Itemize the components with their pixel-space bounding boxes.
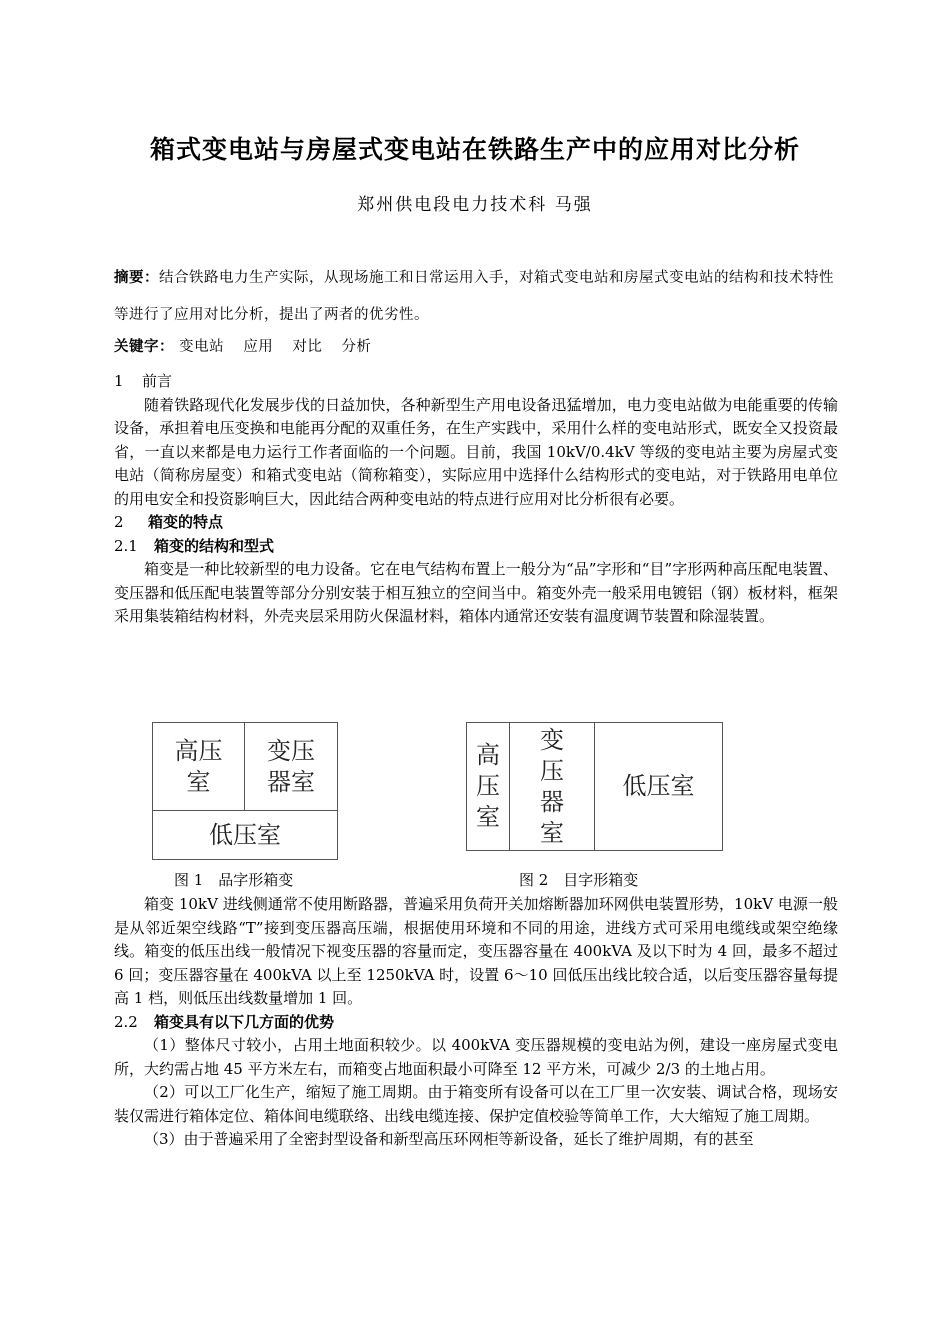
- figure-1-caption: 图 1 品字形箱变: [174, 871, 294, 889]
- figure-2-hv-room: 高 压 室: [467, 723, 510, 850]
- advantage-3-paragraph: （3）由于普遍采用了全密封型设备和新型高压环网柜等新设备，延长了维护周期，有的甚至: [144, 1130, 754, 1148]
- keyword-item: 变电站: [179, 339, 225, 355]
- abstract-text: 结合铁路电力生产实际，从现场施工和日常运用入手，对箱式变电站和房屋式变电站的结构和技术特性等进行了应用对比分析，提出了两者的优劣性。: [114, 270, 834, 323]
- section-1-heading: [114, 370, 838, 394]
- section-2-heading: [114, 511, 838, 535]
- advantage-1-paragraph: （1）整体尺寸较小，占用土地面积较少。以 400kVA 变压器规模的变电站为例，建设一座房屋式变电所，大约需占地 45 平方米左右，而箱变占地面积最小可降至 12 平方米，可减少 2/3 的土地占用。: [114, 1036, 838, 1078]
- section-2-1-paragraph: 箱变是一种比较新型的电力设备。它在电气结构布置上一般分为“品”字形和“目”字形两种高压配电装置、变压器和低压配电装置等部分分别安装于相互独立的空间当中。箱变外壳一般采用电镀铝（钢）板材料，框架采用集装箱结构材料，外壳夹层采用防火保温材料，箱体内通常还安装有温度调节装置和除湿装置。: [114, 560, 838, 625]
- author-line: 郑州供电段电力技术科 马强: [357, 195, 593, 215]
- document-title: 箱式变电站与房屋式变电站在铁路生产中的应用对比分析: [149, 135, 800, 164]
- figure-2-caption: 图 2 目字形箱变: [519, 871, 639, 889]
- keyword-item: 应用: [243, 339, 274, 355]
- figure-1-hv-room: 高压 室: [153, 723, 245, 811]
- paragraph-after-figures: 箱变 10kV 进线侧通常不使用断路器，普遍采用负荷开关加熔断器加环网供电装置形势，10kV 电源一般是从邻近架空线路“T”接到变压器高压端，根据使用环境和不同的用途，进线方式可采用电缆线或架空绝缘线。箱变的低压出线一般情况下视变压器的容量而定，变压器容量在 400kVA 及以下时为 4 回，最多不超过 6 回；变压器容量在 400kVA 以上至 1250kVA 时，设置 6～10 回低压出线比较合适，以后变压器容量每提高 1 档，则低压出线数量增加 1 回。: [114, 895, 838, 1007]
- body-upper: [114, 370, 838, 629]
- keyword-item: 对比: [292, 339, 323, 355]
- section-title: 箱变具有以下几方面的优势: [154, 1012, 335, 1031]
- section-number: 2.1: [114, 536, 138, 555]
- section-number: 2.2: [114, 1012, 138, 1031]
- figure-1-transformer-room: 变压 器室: [245, 723, 337, 811]
- section-title: 前言: [142, 372, 173, 390]
- section-1-paragraph: 随着铁路现代化发展步伐的日益加快，各种新型生产用电设备迅猛增加，电力变电站做为电能重要的传输设备，承担着电压变换和电能再分配的双重任务，在生产实践中，采用什么样的变电站形式，既安全又投资最省，一直以来都是电力运行工作者面临的一个问题。目前，我国 10kV/0.4kV 等级的变电站主要为房屋式变电站（简称房屋变）和箱式变电站（简称箱变），实际应用中选择什么结构形式的变电站，对于铁路用电单位的用电安全和投资影响巨大，因此结合两种变电站的特点进行应用对比分析很有必要。: [114, 395, 838, 508]
- section-2-1-heading: [114, 535, 838, 559]
- section-2-2-heading: [114, 1011, 838, 1035]
- body-lower: [114, 893, 838, 1152]
- figure-1-diagram: [152, 722, 338, 860]
- keywords-label: 关键字：: [114, 338, 174, 355]
- figure-2-diagram: [466, 722, 723, 851]
- section-title: 箱变的特点: [148, 513, 224, 531]
- section-number: 2: [114, 513, 124, 531]
- figure-2-transformer-room: 变 压 器 室: [510, 723, 595, 850]
- advantage-2-paragraph: （2）可以工厂化生产，缩短了施工周期。由于箱变所有设备可以在工厂里一次安装、调试合格，现场安装仅需进行箱体定位、箱体间电缆联络、出线电缆连接、保护定值校验等简单工作，大大缩短了施工周期。: [114, 1083, 838, 1125]
- keywords: [114, 333, 838, 361]
- section-number: 1: [114, 372, 124, 390]
- abstract: [114, 259, 838, 334]
- figure-2-lv-room: 低压室: [622, 772, 695, 800]
- abstract-label: 摘要：: [114, 269, 159, 286]
- keyword-item: 分析: [341, 339, 372, 355]
- section-title: 箱变的结构和型式: [154, 536, 275, 555]
- figure-1-lv-room: 低压室: [209, 820, 281, 849]
